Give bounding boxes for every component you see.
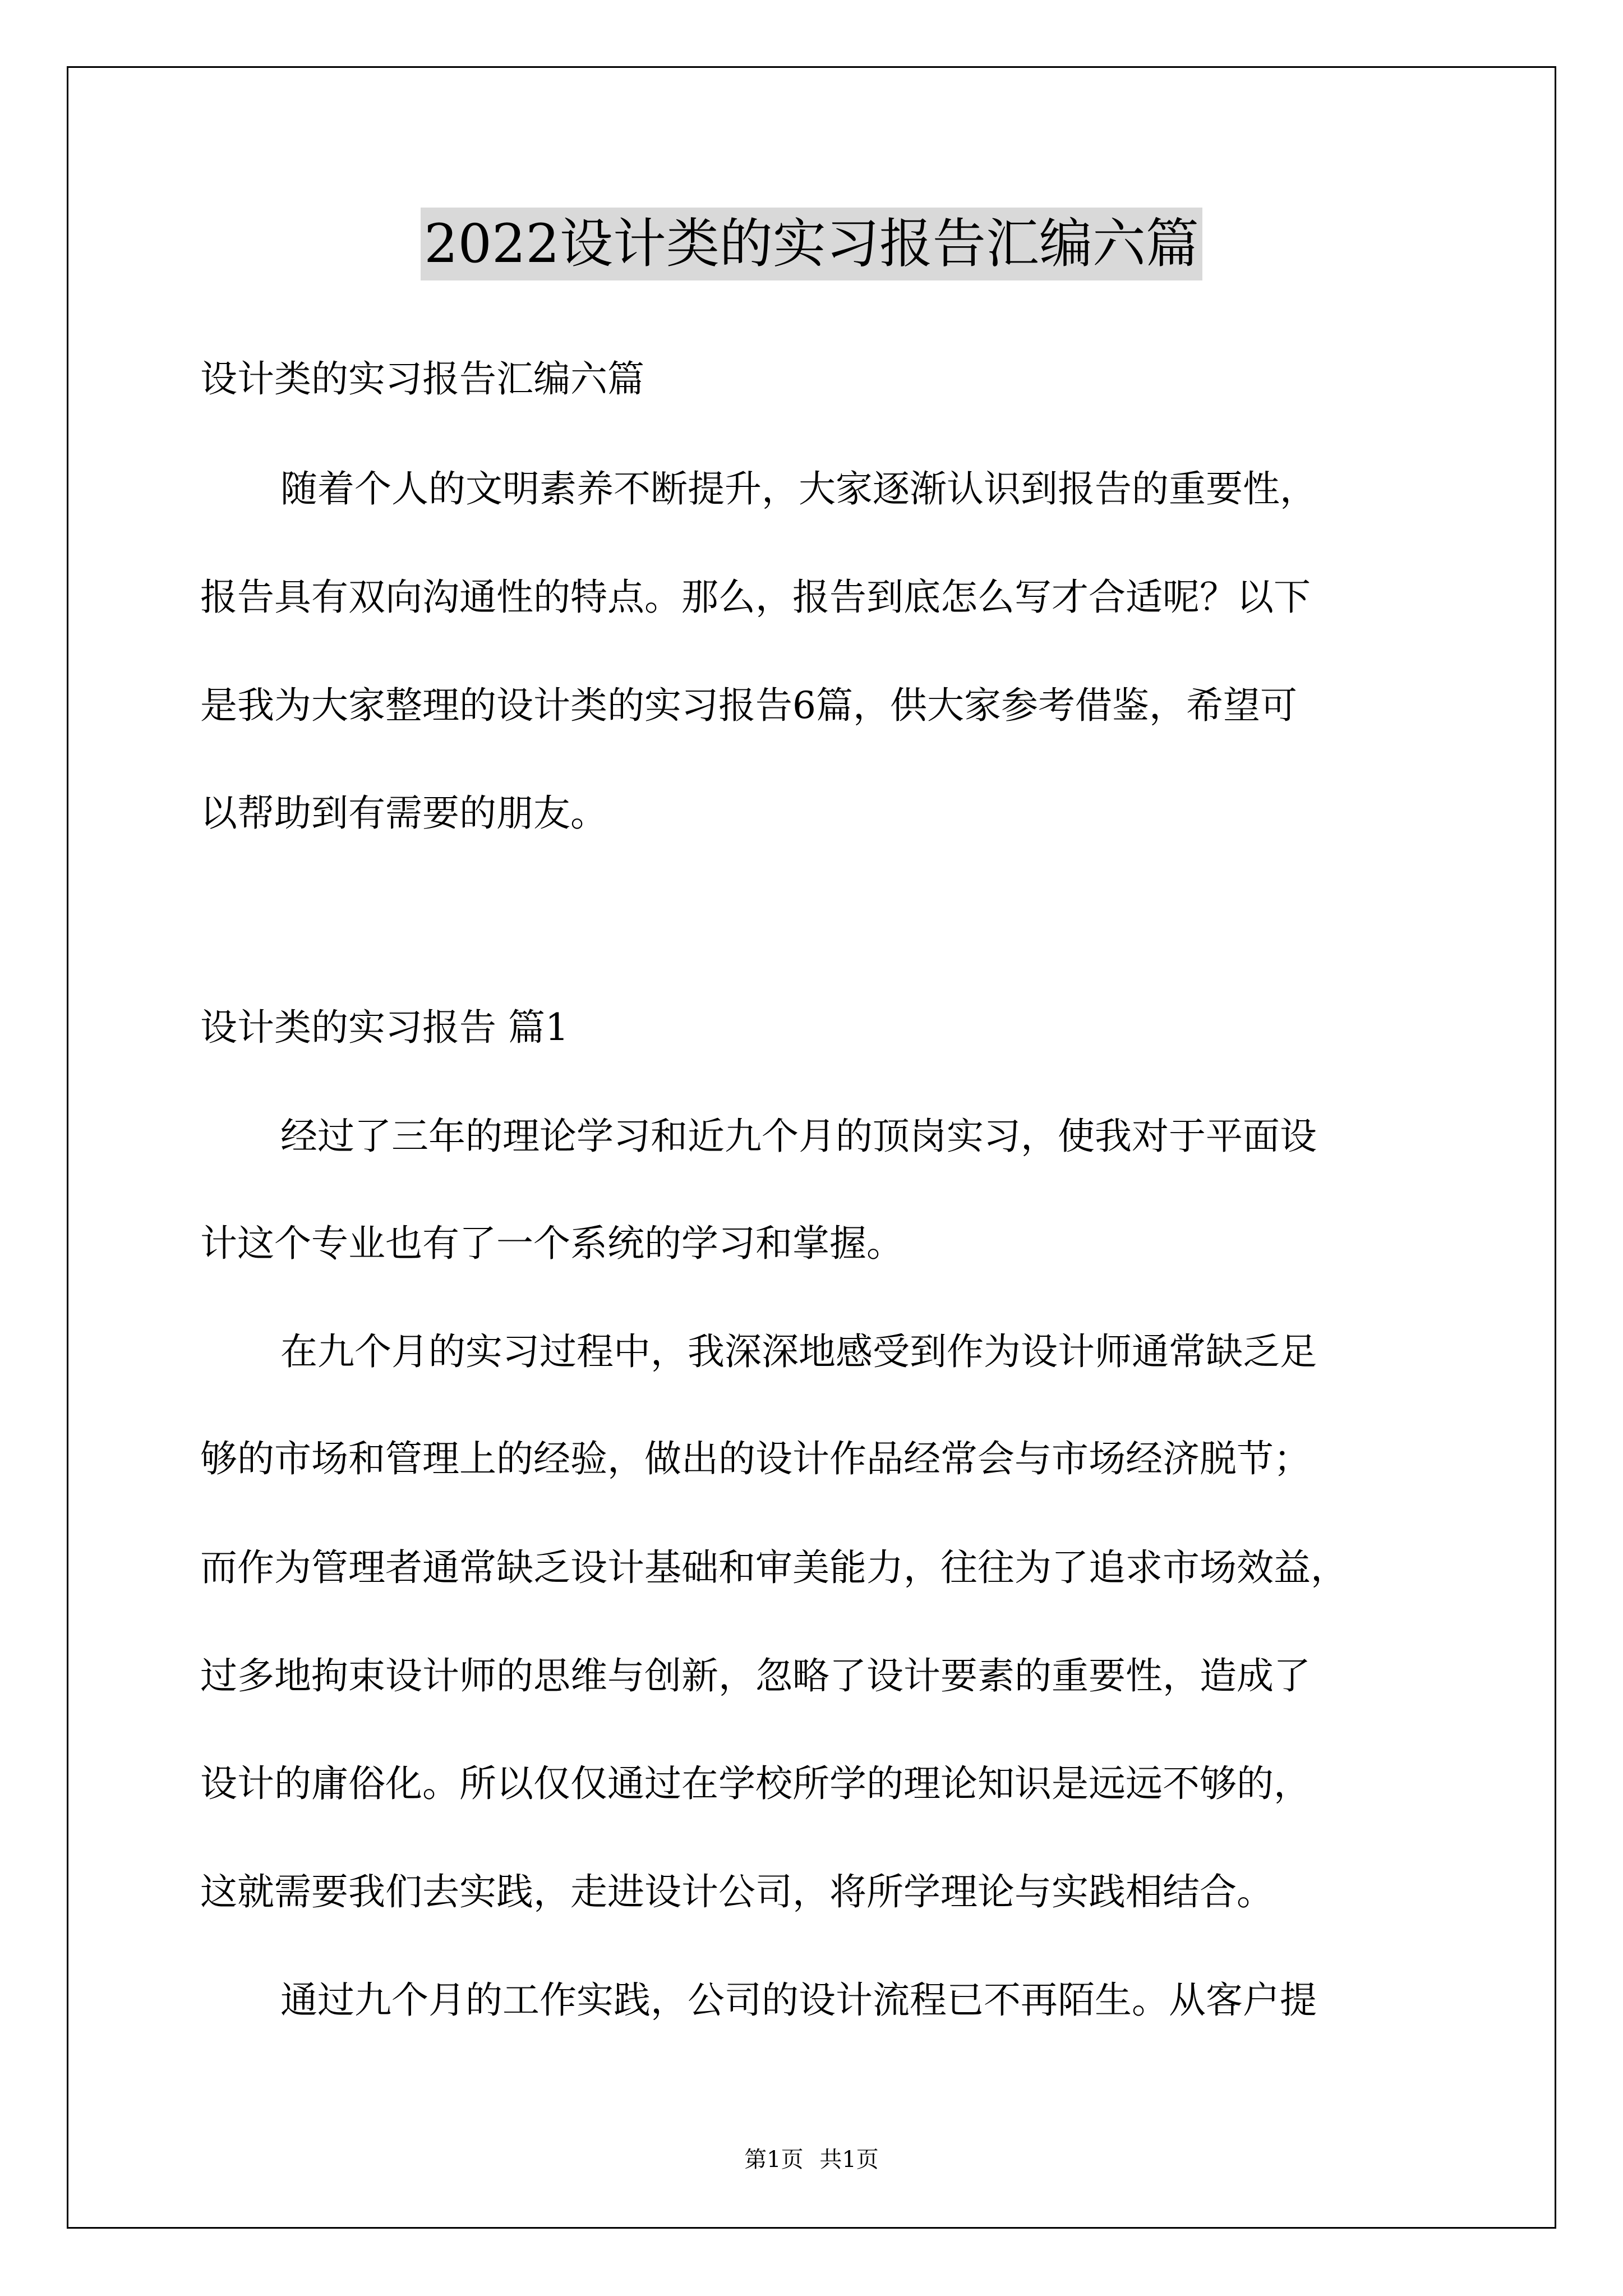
paragraph-line: 够的市场和管理上的经验，做出的设计作品经常会与市场经济脱节；: [200, 1437, 1311, 1480]
paragraph-line: 计这个专业也有了一个系统的学习和掌握。: [200, 1222, 903, 1265]
paragraph-line: 是我为大家整理的设计类的实习报告6篇，供大家参考借鉴，希望可: [200, 684, 1297, 727]
paragraph-line: 而作为管理者通常缺乏设计基础和审美能力，往往为了追求市场效益，: [200, 1546, 1348, 1589]
section-heading: 设计类的实习报告 篇1: [200, 1006, 569, 1049]
paragraph-line: 以帮助到有需要的朋友。: [200, 792, 607, 835]
paragraph-line: 这就需要我们去实践，走进设计公司，将所学理论与实践相结合。: [200, 1870, 1274, 1913]
paragraph-line: 过多地拘束设计师的思维与创新，忽略了设计要素的重要性，造成了: [200, 1654, 1311, 1697]
subtitle-line: 设计类的实习报告汇编六篇: [200, 357, 644, 401]
paragraph-line: 随着个人的文明素养不断提升，大家逐渐认识到报告的重要性，: [280, 467, 1317, 510]
document-title: 2022设计类的实习报告汇编六篇: [421, 208, 1202, 280]
page-number: 第1页: [744, 2147, 804, 2173]
paragraph-line: 经过了三年的理论学习和近九个月的顶岗实习，使我对于平面设: [280, 1115, 1317, 1158]
paragraph-line: 在九个月的实习过程中，我深深地感受到作为设计师通常缺乏足: [280, 1330, 1317, 1373]
paragraph-line: 报告具有双向沟通性的特点。那么，报告到底怎么写才合适呢？以下: [200, 576, 1311, 619]
paragraph-line: 通过九个月的工作实践，公司的设计流程已不再陌生。从客户提: [280, 1978, 1317, 2022]
paragraph-line: 设计的庸俗化。所以仅仅通过在学校所学的理论知识是远远不够的，: [200, 1762, 1311, 1805]
page-total: 共1页: [819, 2147, 879, 2173]
page-footer: [0, 2142, 1623, 2174]
